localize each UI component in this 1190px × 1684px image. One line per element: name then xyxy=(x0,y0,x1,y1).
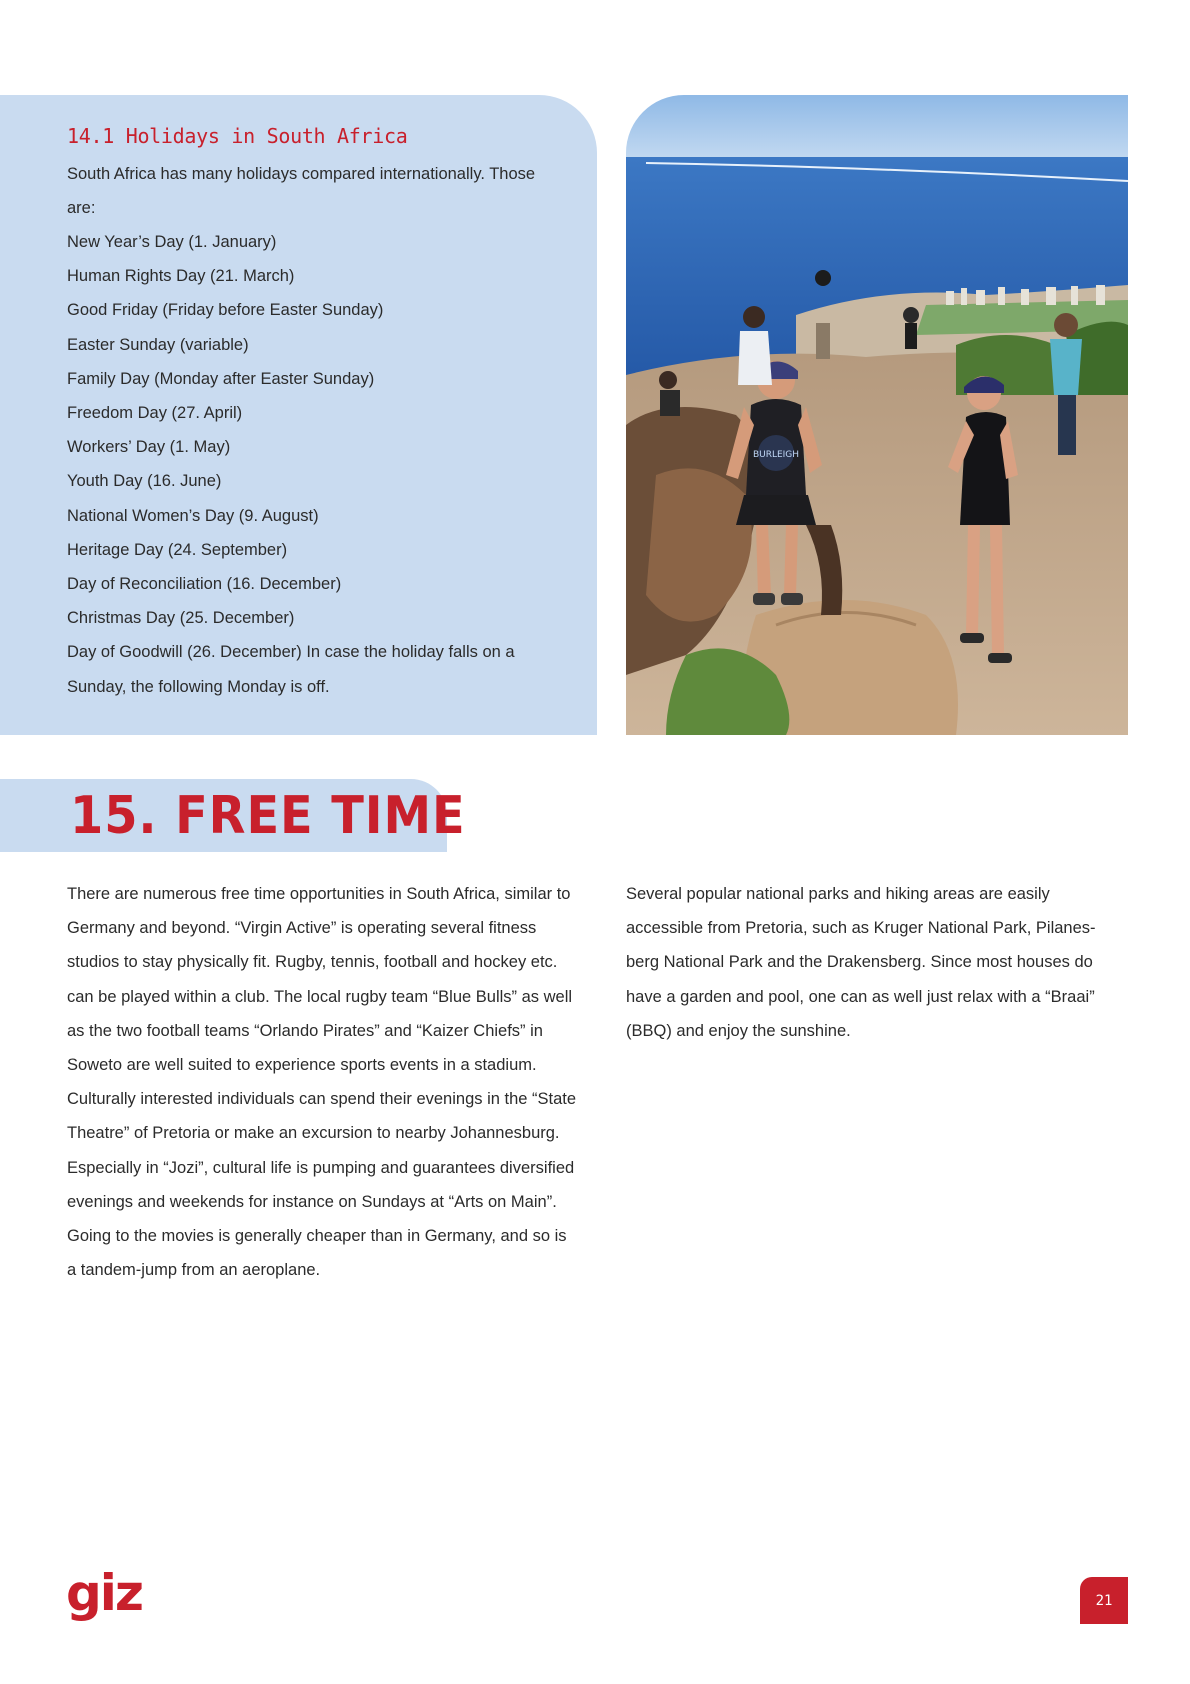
holiday-item: Human Rights Day (21. March) xyxy=(67,267,295,286)
section-title: 15. FREE TIME xyxy=(70,786,466,846)
holiday-item: Youth Day (16. June) xyxy=(67,472,222,491)
photo-sky xyxy=(626,95,1128,165)
body-paragraph: Several popular national parks and hiking areas are easily accessible from Pretoria, such as Kruger National Park, Pilanes-berg National Park and the Drakensberg. Since most houses do have a garden and pool, one can as well just relax with a “Braai” (BBQ) and enjoy the sunshine. xyxy=(626,885,1096,1040)
giz-logo: giz xyxy=(66,1564,143,1622)
holiday-item: New Year’s Day (1. January) xyxy=(67,233,277,251)
holiday-item: Family Day (Monday after Easter Sunday) xyxy=(67,369,375,388)
page-number-badge: 21 xyxy=(1080,1577,1128,1624)
holiday-item: National Women’s Day (9. August) xyxy=(67,506,319,525)
holiday-item: Day of Goodwill (26. December) In case the holiday falls on a Sunday, the following Monday is off. xyxy=(67,643,515,696)
holidays-intro: South Africa has many holidays compared internationally. Those are: xyxy=(67,165,536,218)
holiday-item: Christmas Day (25. December) xyxy=(67,609,295,628)
holiday-item: Freedom Day (27. April) xyxy=(67,404,243,423)
right-column xyxy=(626,877,1128,1048)
holiday-item: Day of Reconciliation (16. December) xyxy=(67,575,342,594)
holiday-item: Good Friday (Friday before Easter Sunday) xyxy=(67,301,384,320)
left-column xyxy=(67,877,577,1287)
holiday-item: Easter Sunday (variable) xyxy=(67,335,249,354)
body-paragraph: There are numerous free time opportunities in South Africa, similar to Germany and beyond. “Virgin Active” is operating several fitness studios to stay physically fit. Rugby, tennis, football and hockey etc. can be played within a club. The local rugby team “Blue Bulls” as well as the two football teams “Orlando Pirates” and “Kaizer Chiefs” in Soweto are well suited to experience sports events in a stadium. xyxy=(67,885,573,1075)
hiking-photo xyxy=(626,95,1128,735)
svg-text:BURLEIGH: BURLEIGH xyxy=(752,450,800,460)
holiday-item: Heritage Day (24. September) xyxy=(67,540,288,559)
holiday-item: Workers’ Day (1. May) xyxy=(67,438,231,457)
holidays-heading: 14.1 Holidays in South Africa xyxy=(67,124,408,148)
body-paragraph: Culturally interested individuals can spend their evenings in the “State Theatre” of Pretoria or make an excursion to nearby Johannesburg. Especially in “Jozi”, cultural life is pumping and guarantees diversified evenings and weekends for instance on Sundays at “Arts on Main”. Going to the movies is generally cheaper than in Germany, and so is a tandem-jump from an aeroplane. xyxy=(67,1090,577,1280)
holidays-list xyxy=(67,225,567,704)
